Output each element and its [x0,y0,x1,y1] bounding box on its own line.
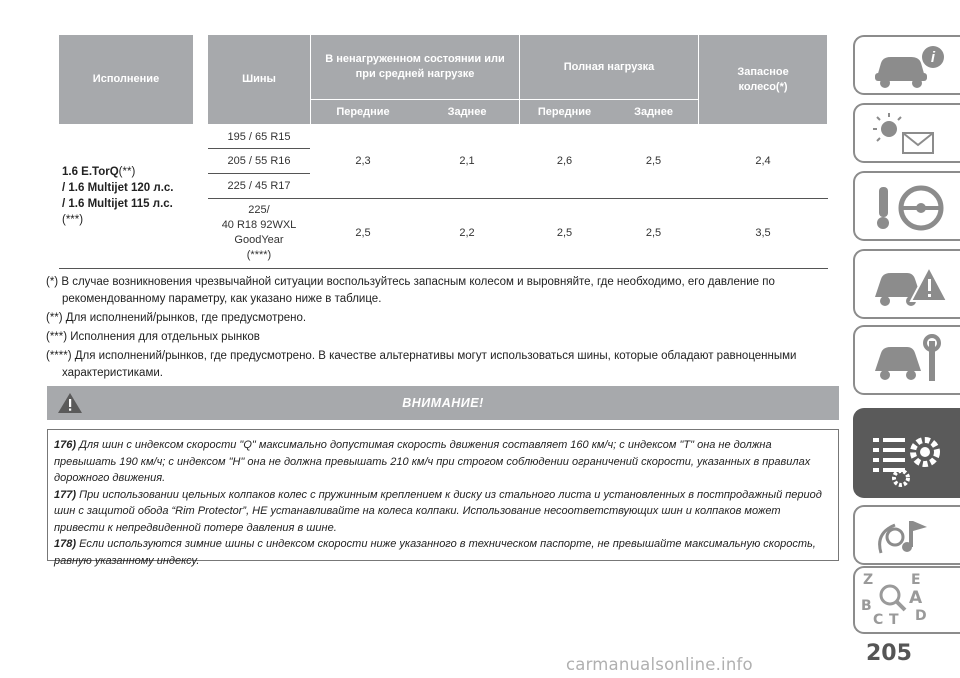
multimedia-icon [871,513,951,561]
footnote: (**) Для исполнений/рынков, где предусмотрено. [46,312,307,324]
index-letter: A [909,588,923,608]
tire-size-205: 205 / 55 R16 [227,154,291,167]
car-wrench-icon [871,333,951,391]
header-spare: Запасное колесо(*) [699,35,827,124]
search-magnifier-icon [877,582,907,612]
header-rear-full: Заднее [609,100,698,124]
warning-item: 176) Для шин с индексом скорости "Q" максимально допустимая скорость движения составляет 160 км/ч; с индексом "T" она не должна превышать 190 км/ч; с индексом "H" она не должна превышать 210 км/ч при строгом соблюдении ограничений скорости, указанных в правилах дорожного движения. [54,439,811,484]
header-tires: Шины [208,35,310,124]
svg-text:i: i [930,49,936,66]
header-front-unloaded: Передние [311,100,415,124]
tab-car-info[interactable] [853,35,960,95]
pressure-value: 2,5 [556,226,573,239]
index-letter: T [889,612,899,628]
warning-item: 177) При использовании цельных колпаков колес с пружинным креплением к диску из стального листа и установленных в постпродажный период шин с защитой обода “Rim Protector”, НЕ устанавливайте на колеса колпаки. Использование несоответствующих шин и колпаков может привести к непредвиденной потере давления в шине. [54,488,822,534]
header-full-load: Полная нагрузка [520,35,698,99]
pressure-value: 2,2 [459,226,475,239]
lights-mail-icon [871,111,951,159]
footnotes [46,274,836,384]
specs-gear-icon [871,416,951,494]
pressure-value: 2,4 [755,154,771,167]
tab-specs[interactable] [853,408,960,498]
pressure-value: 3,5 [755,226,771,239]
pressure-value: 2,5 [645,226,662,239]
tire-size-goodyear: 225/ 40 R18 92WXL GoodYear (****) [221,204,297,261]
steering-key-icon [871,179,951,237]
tab-alphabetical-index[interactable] [853,566,960,634]
warning-triangle-car-icon [871,257,951,315]
footnote: (****) Для исполнений/рынков, где предусмотрено. В качестве альтернативы могут использоваться шины, которые обладают равноценными характеристиками. [46,350,797,379]
warning-item: 178) Если используются зимние шины с индексом скорости ниже указанного в техническом паспорте, не превышайте максимальную скорость, равную указанному индексу. [54,538,816,567]
pressure-value: 2,1 [459,154,475,167]
header-version: Исполнение [59,35,193,124]
table-bottom-line [59,268,828,269]
tab-multimedia[interactable] [853,505,960,565]
header-rear-unloaded: Заднее [415,100,519,124]
warning-header [47,386,839,420]
header-unloaded: В ненагруженном состоянии или при средней нагрузке [311,35,519,99]
tab-car-wrench[interactable] [853,325,960,395]
car-info-icon [871,43,951,91]
pressure-value: 2,5 [645,154,662,167]
index-letter: D [915,608,927,624]
tab-steering-key[interactable] [853,171,960,241]
tire-divider [208,148,310,149]
warning-icon [57,392,83,414]
index-letter: E [911,572,921,588]
tab-warning-car[interactable] [853,249,960,319]
tire-divider [208,173,310,174]
pressure-value: 2,6 [556,154,573,167]
footnote: (*) В случае возникновения чрезвычайной ситуации воспользуйтесь запасным колесом и выровняйте, где необходимо, его давление по рекомендованному параметру, как указано ниже в таблице. [46,276,775,305]
watermark: carmanualsonline.info [566,655,753,674]
tire-size-225: 225 / 45 R17 [227,179,291,192]
tab-lights-mail[interactable] [853,103,960,163]
footnote: (***) Исполнения для отдельных рынков [46,331,260,343]
row-divider [208,198,828,199]
index-letter: B [861,598,872,614]
header-front-full: Передние [520,100,609,124]
tire-size-195: 195 / 65 R15 [227,130,291,143]
page-number: 205 [866,641,912,666]
pressure-value: 2,5 [355,226,371,239]
index-letter: C [873,612,884,628]
model-label: 1.6 E.TorQ(**) / 1.6 Multijet 120 л.с. / 1.6 Multijet 115 л.с. (***) [62,166,174,226]
pressure-value: 2,3 [355,154,371,167]
warning-text-box [47,429,839,567]
index-letter: Z [863,572,874,588]
warning-title: ВНИМАНИЕ! [402,396,484,410]
